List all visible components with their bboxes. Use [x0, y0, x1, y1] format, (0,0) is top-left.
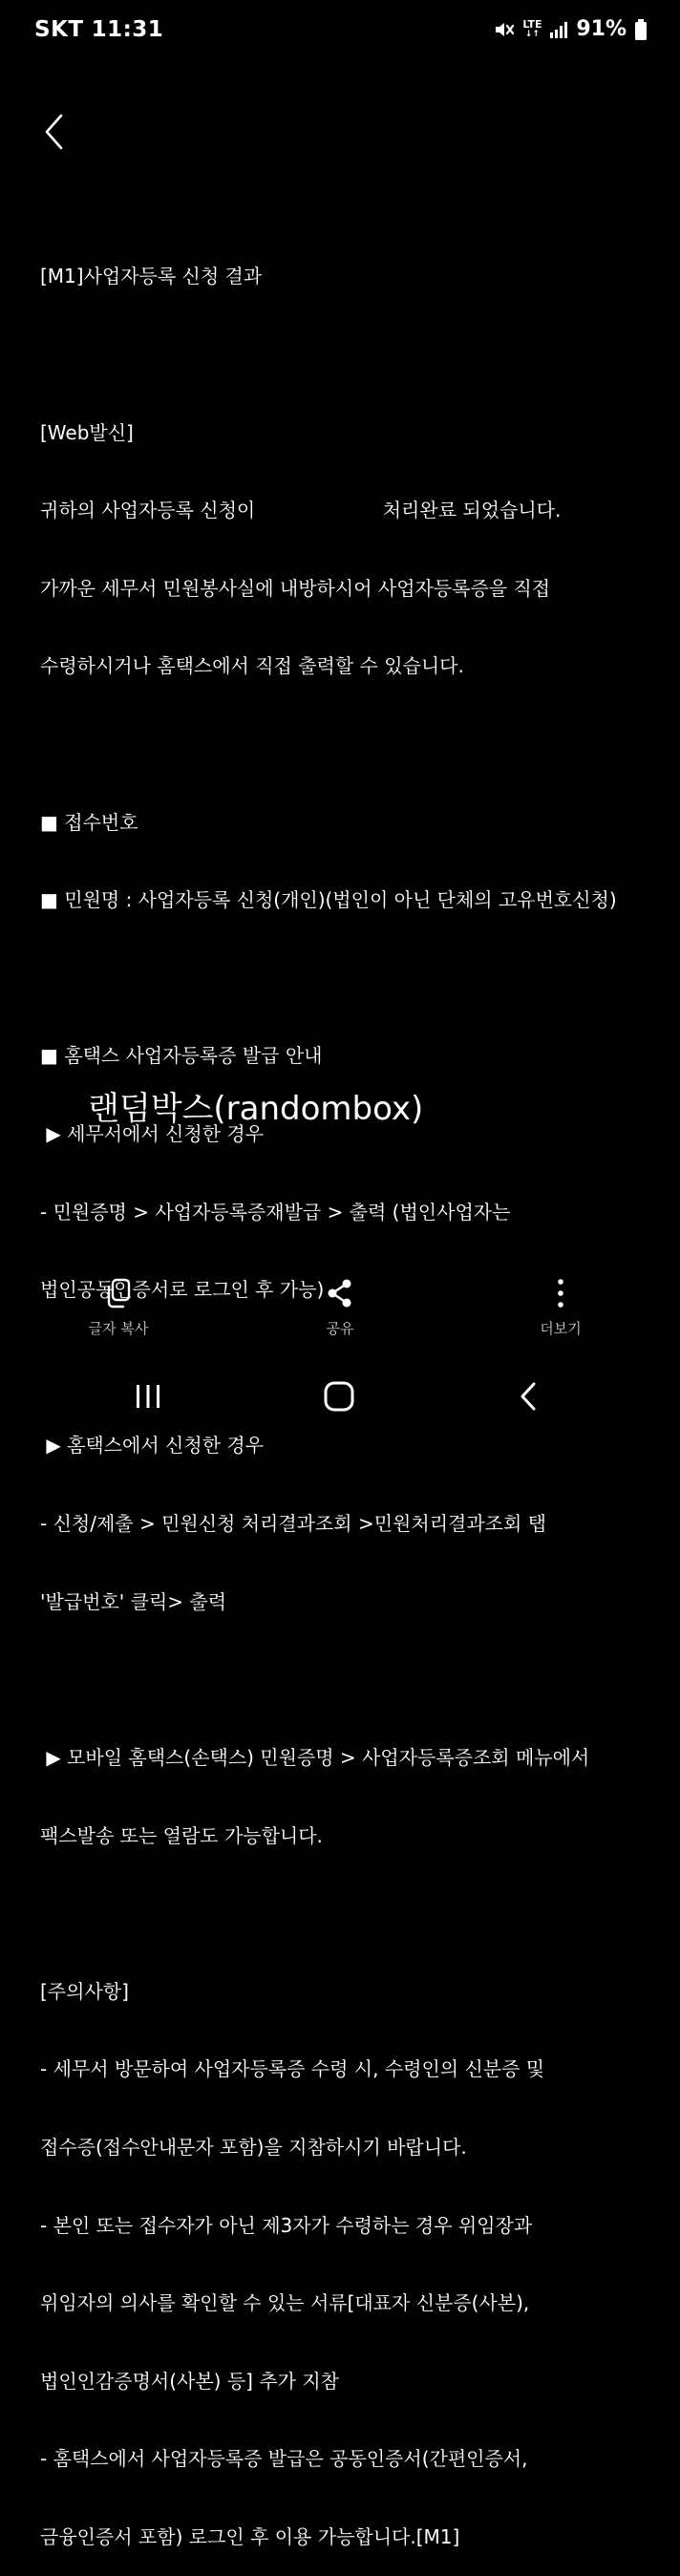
message-line: ▶ 모바일 홈택스(손택스) 민원증명 > 사업자등록증조회 메뉴에서: [40, 1745, 590, 1769]
status-right: [494, 17, 648, 41]
message-line: 법인공동인증서로 로그인 후 가능): [40, 1278, 325, 1302]
system-back-button[interactable]: [500, 1379, 558, 1417]
message-line: [40, 1901, 661, 1927]
more-label: 더보기: [540, 1320, 582, 1337]
signal-icon: [549, 21, 568, 38]
message-line: 위임자의 의사를 확인할 수 있는 서류[대표자 신분증(사본),: [40, 2291, 530, 2315]
message-line: 가까운 세무서 민원봉사실에 내방하시어 사업자등록증을 직접: [40, 576, 551, 600]
share-label: 공유: [326, 1320, 354, 1337]
message-line: 수령하시거나 홈택스에서 직접 출력할 수 있습니다.: [40, 654, 464, 678]
message-line: [40, 966, 661, 991]
status-left: [34, 17, 163, 42]
message-line: [40, 732, 661, 757]
home-icon: [323, 1380, 355, 1416]
home-button[interactable]: [310, 1379, 368, 1417]
message-line: [주의사항]: [40, 1979, 129, 2003]
message-line: ■ 민원명 : 사업자등록 신청(개인)(법인이 아닌 단체의 고유번호신청): [40, 888, 617, 912]
message-line: 귀하의 사업자등록 신청이 처리완료 되었습니다.: [40, 499, 562, 522]
message-line: '발급번호' 클릭> 출력: [40, 1589, 227, 1613]
mute-icon: [494, 20, 515, 39]
watermark-text: 랜덤박스(randombox): [88, 1090, 424, 1128]
message-line: ▶ 홈택스에서 신청한 경우: [40, 1434, 265, 1458]
recent-apps-button[interactable]: [119, 1379, 177, 1417]
message-line: - 신청/제출 > 민원신청 처리결과조회 >민원처리결과조회 탭: [40, 1512, 546, 1536]
more-button[interactable]: [489, 1261, 632, 1338]
lte-icon: LTE ↓↑: [522, 17, 542, 39]
status-time: 11:31: [91, 17, 164, 42]
message-line: 법인인감증명서(사본) 등] 추가 지참: [40, 2369, 339, 2393]
navigation-bar: [0, 1366, 680, 1437]
battery-percent: 91%: [576, 17, 627, 41]
back-icon: [518, 1381, 541, 1416]
more-vertical-icon: [543, 1274, 578, 1312]
status-bar: [0, 0, 680, 65]
message-line: - 홈택스에서 사업자등록증 발급은 공동인증서(간편인증서,: [40, 2447, 528, 2471]
chevron-left-icon: [42, 113, 65, 155]
message-line: [40, 1667, 661, 1692]
action-bar: [0, 1261, 680, 1356]
share-button[interactable]: [268, 1261, 412, 1338]
copy-icon: [101, 1274, 136, 1312]
message-line: 금융인증서 포함) 로그인 후 이용 가능합니다.[M1]: [40, 2524, 460, 2548]
message-line: - 민원증명 > 사업자등록증재발급 > 출력 (법인사업자는: [40, 1200, 511, 1224]
message-line: [40, 342, 661, 368]
message-line: [Web발신]: [40, 420, 134, 444]
battery-icon: [634, 19, 648, 40]
message-line: ■ 홈택스 사업자등록증 발급 안내: [40, 1044, 323, 1068]
message-line: ▶ 세무서에서 신청한 경우: [40, 1122, 265, 1146]
message-title: [M1]사업자등록 신청 결과: [40, 265, 263, 288]
message-line: 팩스발송 또는 열람도 가능합니다.: [40, 1823, 323, 1847]
recent-apps-icon: [134, 1382, 162, 1415]
back-button[interactable]: [34, 109, 73, 159]
message-line: - 세무서 방문하여 사업자등록증 수령 시, 수령인의 신분증 및: [40, 2057, 545, 2081]
carrier-label: SKT: [34, 17, 84, 42]
network-label: LTE: [522, 17, 542, 31]
message-line: 접수증(접수안내문자 포함)을 지참하시기 바랍니다.: [40, 2135, 467, 2159]
message-line: - 본인 또는 접수자가 아닌 제3자가 수령하는 경우 위임장과: [40, 2213, 533, 2237]
message-line: ■ 접수번호: [40, 810, 138, 834]
share-icon: [323, 1274, 357, 1312]
copy-text-label: 글자 복사: [88, 1320, 149, 1337]
copy-text-button[interactable]: [47, 1261, 190, 1338]
